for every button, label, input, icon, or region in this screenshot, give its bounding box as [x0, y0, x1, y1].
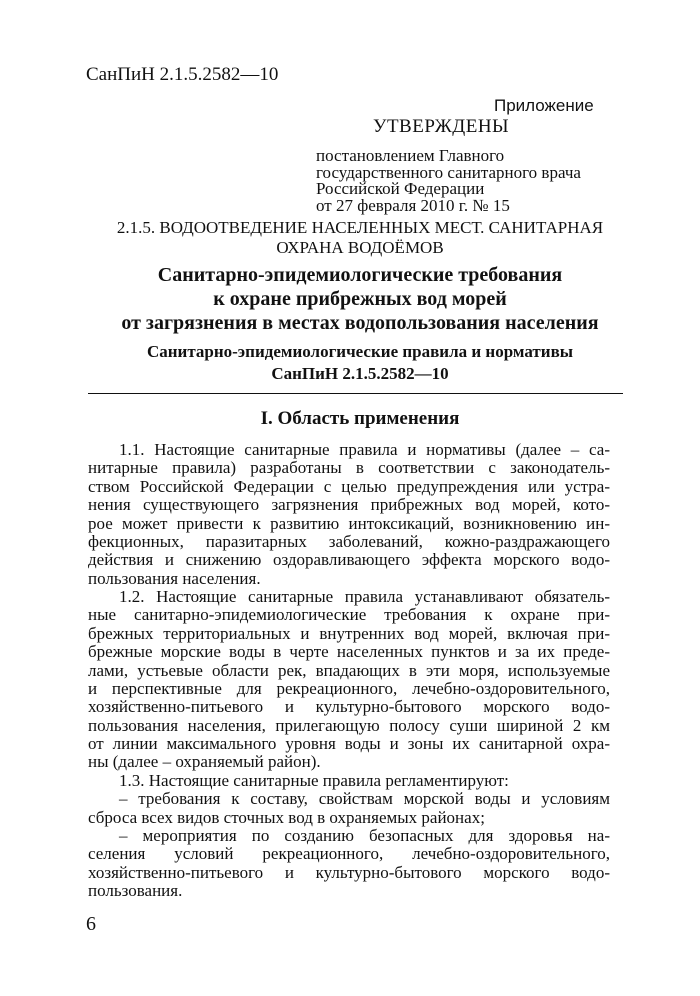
section-line: ОХРАНА ВОДОЁМОВ [276, 238, 444, 257]
subtitle-line: СанПиН 2.1.5.2582—10 [271, 364, 449, 383]
title-line: от загрязнения в местах водопользования населения [121, 312, 599, 334]
decree-line: от 27 февраля 2010 г. № 15 [316, 195, 510, 215]
body-line: нитарные правила) разработаны в соответствии с законодатель- [88, 458, 610, 478]
document-title [80, 263, 640, 335]
body-line: действия и снижению оздоравливающего эффекта морского водо- [88, 550, 610, 570]
body-line: от линии максимального уровня воды и зоны их санитарной охра- [88, 734, 610, 753]
body-line: лами, устьевые области рек, впадающих в эти моря, используемые [88, 660, 610, 680]
appendix-label: Приложение [494, 96, 594, 115]
approved-label: УТВЕРЖДЕНЫ [373, 116, 510, 137]
body-line: пользования населения. [88, 568, 261, 588]
body-line: – мероприятия по созданию безопасных для здоровья на- [119, 825, 610, 845]
subtitle-line: Санитарно-эпидемиологические правила и нормативы [146, 342, 574, 361]
body-line: сброса всех видов сточных вод в охраняемых районах; [88, 807, 485, 827]
section-line: 2.1.5. ВОДООТВЕДЕНИЕ НАСЕЛЕННЫХ МЕСТ. САНИТАРНАЯ [116, 218, 604, 237]
chapter-title: I. Область применения [260, 408, 460, 429]
title-line: Санитарно-эпидемиологические требования [157, 264, 563, 286]
horizontal-rule [88, 393, 623, 394]
page-number: 6 [86, 913, 96, 935]
body-line: брежные морские воды в черте населенных пунктов и за их преде- [88, 642, 610, 662]
body-line: ством Российской Федерации с целью предупреждения или устра- [88, 476, 610, 496]
body-line: хозяйственно-питьевого и культурно-бытового морского водо- [88, 697, 610, 717]
section-heading [80, 218, 640, 258]
body-line: брежных территориальных и внутренних вод морей, включая при- [88, 623, 610, 643]
decree-line: Российской Федерации [316, 179, 485, 198]
body-line: 1.2. Настоящие санитарные правила устанавливают обязатель- [119, 587, 610, 606]
document-subtitle [80, 341, 640, 385]
body-line: 1.3. Настоящие санитарные правила регламентируют: [119, 770, 509, 790]
body-line: пользования населения, прилегающую полосу суши шириной 2 км [88, 715, 610, 735]
body-line: ны (далее – охраняемый район). [88, 752, 321, 772]
body-line: пользования. [88, 881, 183, 900]
decree-line: постановлением Главного [316, 146, 505, 165]
document-code: СанПиН 2.1.5.2582—10 [86, 64, 279, 85]
body-line: рое может привести к развитию интоксикаций, возникновению ин- [88, 513, 610, 533]
body-line: ные санитарно-эпидемиологические требования к охране при- [88, 605, 610, 625]
body-line: – требования к составу, свойствам морской воды и условиям [119, 789, 610, 809]
body-line: нения существующего загрязнения прибрежных вод морей, кото- [88, 495, 610, 515]
decree-block [316, 148, 581, 214]
body-line: 1.1. Настоящие санитарные правила и нормативы (далее – са- [119, 440, 610, 459]
title-line: к охране прибрежных вод морей [213, 288, 507, 310]
body-line: селения условий рекреационного, лечебно-оздоровительного, [88, 844, 610, 864]
body-line: хозяйственно-питьевого и культурно-бытового морского водо- [88, 862, 610, 882]
body-line: фекционных, паразитарных заболеваний, кожно-раздражающего [88, 531, 610, 551]
decree-line: государственного санитарного врача [316, 162, 581, 182]
body-line: и перспективные для рекреационного, лечебно-оздоровительного, [88, 678, 610, 698]
